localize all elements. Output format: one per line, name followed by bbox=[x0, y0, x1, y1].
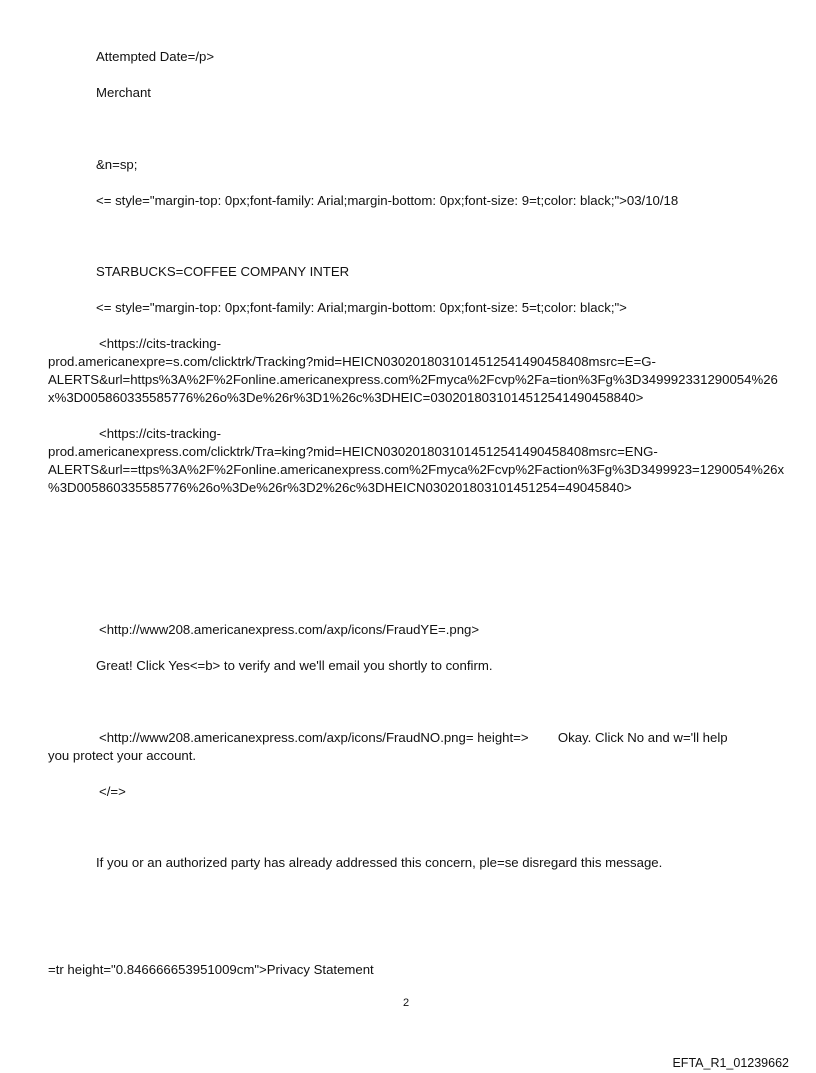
style-date-line: <= style="margin-top: 0px;font-family: Arial;margin-bottom: 0px;font-size: 9=t;color: black;">03/10/18 bbox=[96, 193, 679, 208]
disregard-text: If you or an authorized party has already addressed this concern, ple=se disregard this message. bbox=[96, 855, 663, 870]
privacy-statement-line: =tr height="0.846666653951009cm">Privacy Statement bbox=[48, 962, 374, 977]
merchant-name: STARBUCKS=COFFEE COMPANY INTER bbox=[96, 264, 350, 279]
style-blank-line: <= style="margin-top: 0px;font-family: Arial;margin-bottom: 0px;font-size: 5=t;color: black;"> bbox=[96, 300, 627, 315]
tracking-url-2-line: prod.americanexpress.com/clicktrk/Tra=king?mid=HEICN0302018031014512541490458408msrc=ENG- bbox=[48, 444, 658, 459]
close-tag-line: </=> bbox=[99, 784, 126, 799]
document-id: EFTA_R1_01239662 bbox=[672, 1056, 789, 1070]
page-number: 2 bbox=[403, 997, 410, 1009]
merchant-label: Merchant bbox=[96, 85, 151, 100]
fraud-no-line: <http://www208.americanexpress.com/axp/icons/FraudNO.png= height=> Okay. Click No and w='ll help bbox=[99, 730, 728, 745]
tracking-url-1-line: <https://cits-tracking- bbox=[99, 336, 222, 351]
tracking-url-1 bbox=[48, 335, 778, 407]
tracking-url-2-line: ALERTS&url==ttps%3A%2F%2Fonline.americanexpress.com%2Fmyca%2Fcvp%2Faction%3Fg%3D3499923=1290054%26x bbox=[48, 462, 785, 477]
fraud-no-block bbox=[48, 729, 728, 765]
nbsp-line: &n=sp; bbox=[96, 157, 138, 172]
fraud-yes-url: <http://www208.americanexpress.com/axp/icons/FraudYE=.png> bbox=[99, 622, 480, 637]
tracking-url-1-line: ALERTS&url=https%3A%2F%2Fonline.americanexpress.com%2Fmyca%2Fcvp%2Fa=tion%3Fg%3D349992331290054%26 bbox=[48, 372, 778, 387]
great-text: Great! Click Yes<=b> to verify and we'll email you shortly to confirm. bbox=[96, 658, 493, 673]
fraud-no-line: you protect your account. bbox=[48, 748, 197, 763]
tracking-url-2-line: <https://cits-tracking- bbox=[99, 426, 222, 441]
tracking-url-2 bbox=[48, 425, 784, 497]
tracking-url-2-line: %3D005860335585776%26o%3De%26r%3D2%26c%3DHEICN030201803101451254=49045840> bbox=[48, 480, 632, 495]
tracking-url-1-line: x%3D005860335585776%26o%3De%26r%3D1%26c%3DHEIC=0302018031014512541490458840> bbox=[48, 390, 644, 405]
tracking-url-1-line: prod.americanexpre=s.com/clicktrk/Tracking?mid=HEICN0302018031014512541490458408msrc=E=G- bbox=[48, 354, 656, 369]
attempted-date-line: Attempted Date=/p> bbox=[96, 49, 215, 64]
